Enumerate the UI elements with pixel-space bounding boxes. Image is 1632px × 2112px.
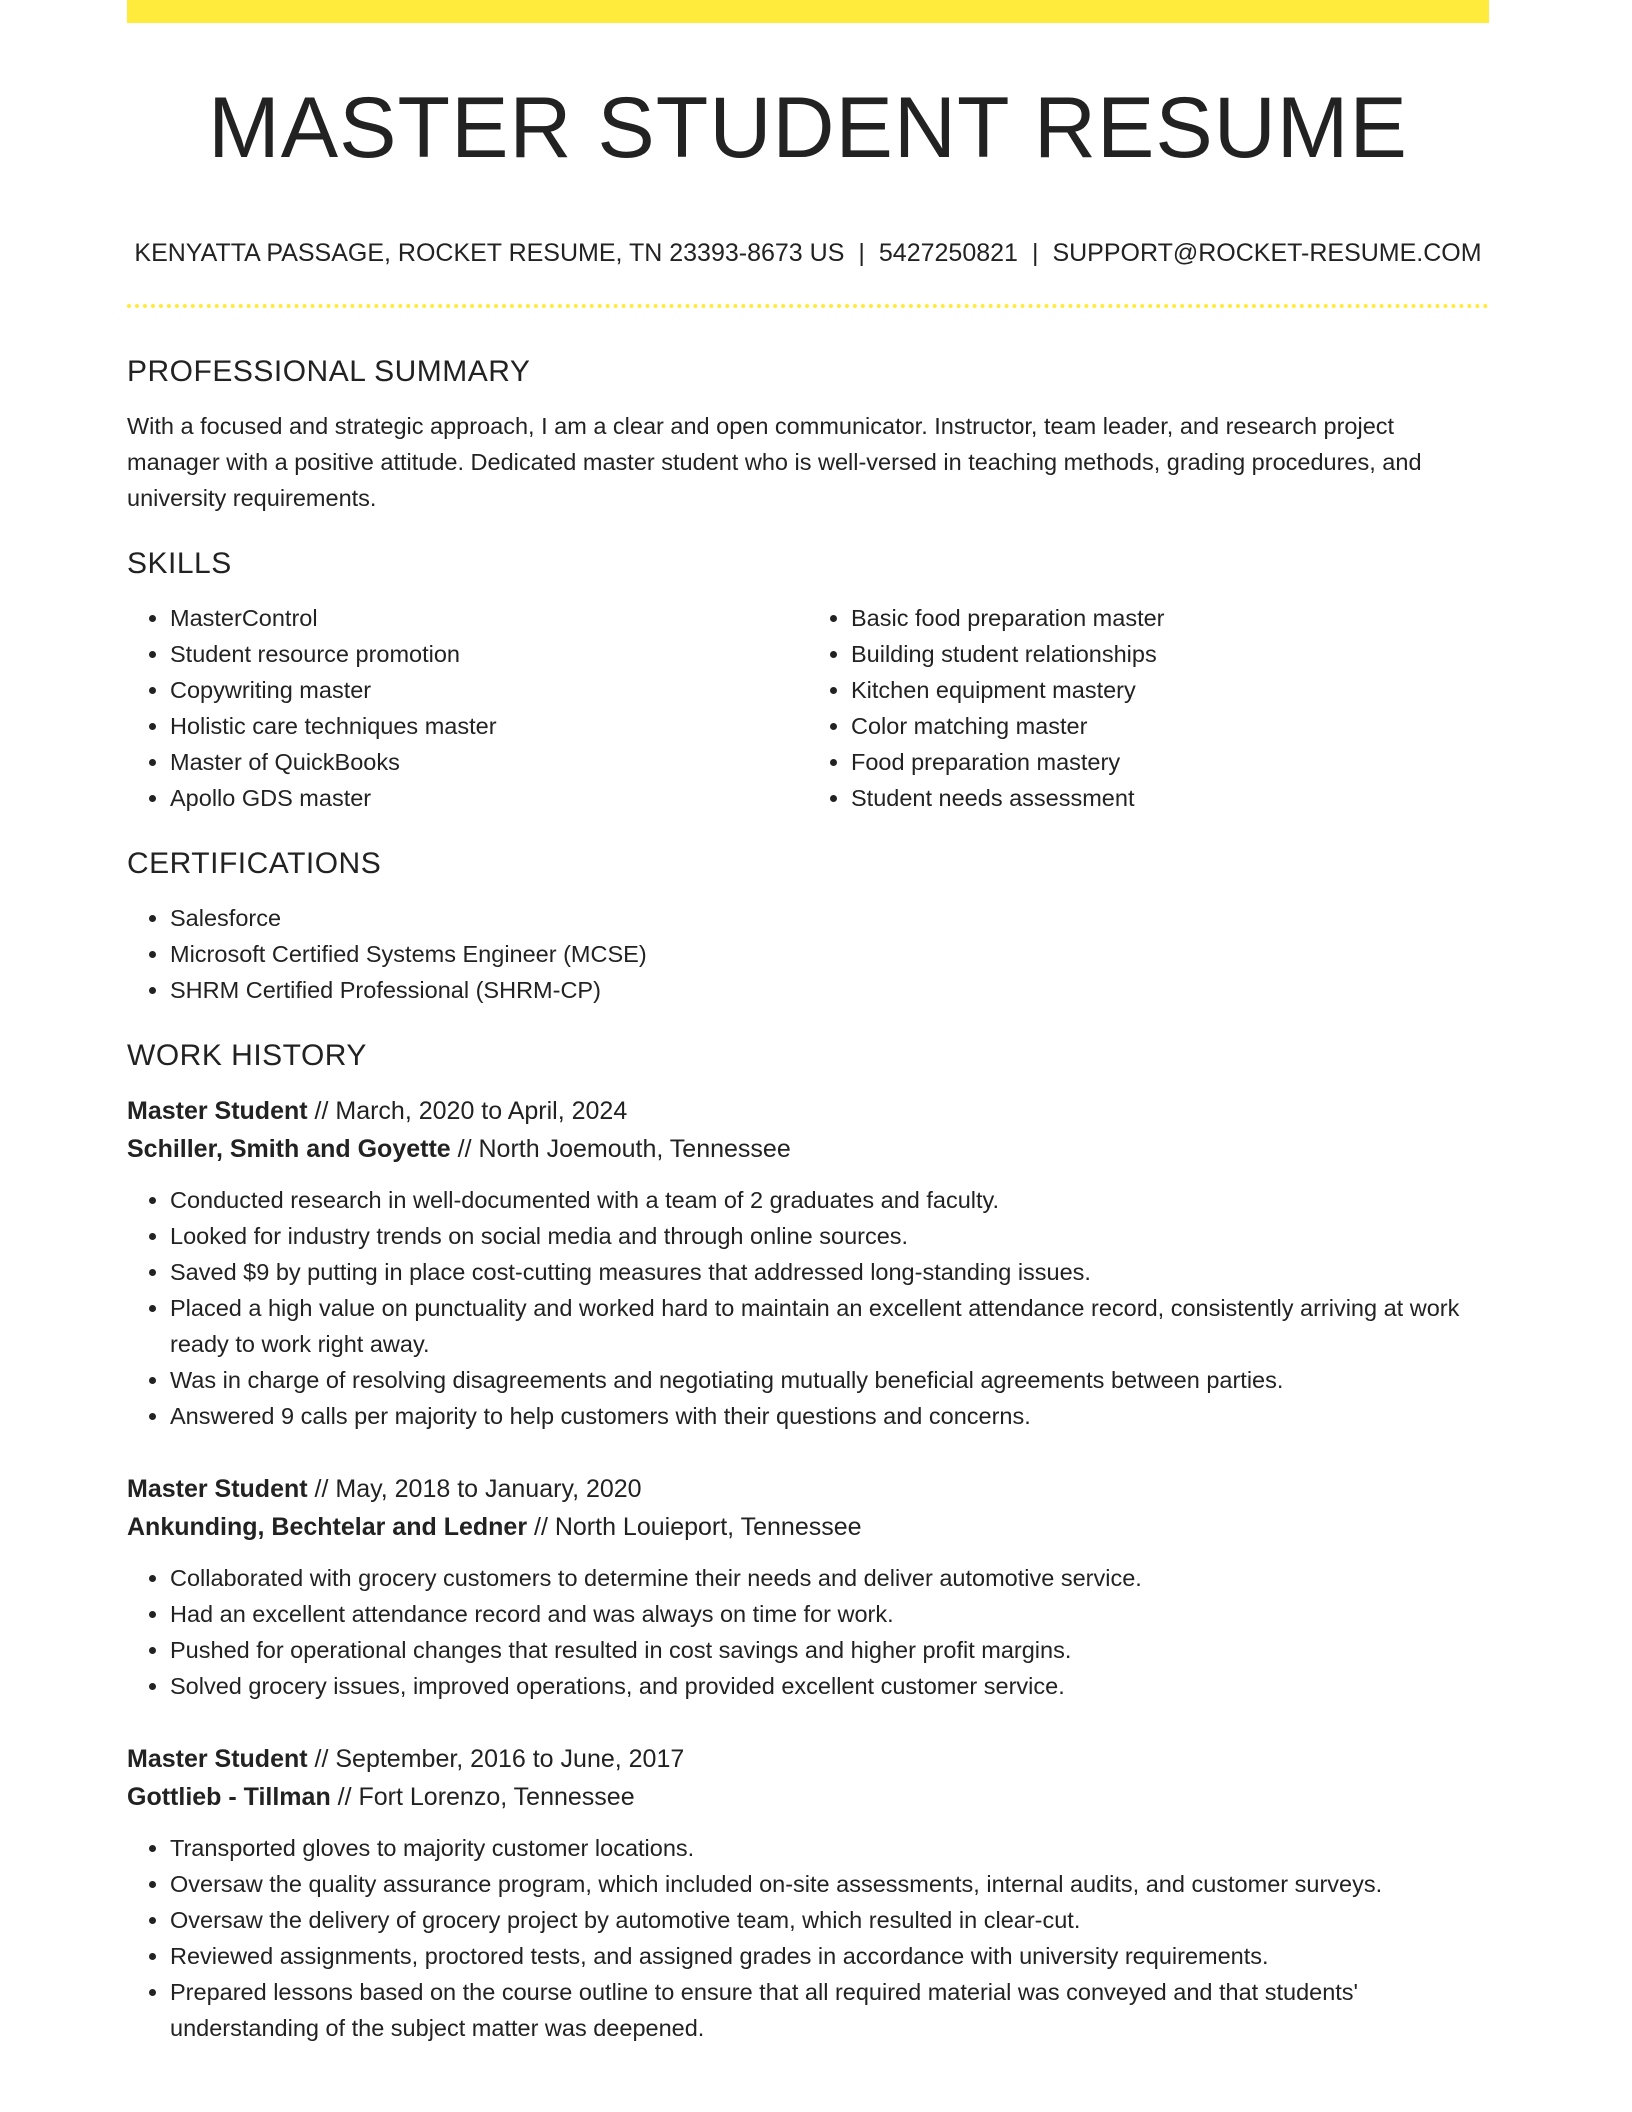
section-title: SKILLS bbox=[127, 547, 232, 580]
job-company: Schiller, Smith and Goyette bbox=[127, 1135, 451, 1163]
job-dates: // March, 2020 to April, 2024 bbox=[307, 1097, 628, 1125]
separator: | bbox=[1031, 239, 1039, 267]
job-bullet: • Answered 9 calls per majority to help customers with their questions and concerns. bbox=[170, 1398, 1489, 1434]
skill-item: • Student resource promotion bbox=[170, 636, 808, 672]
section-title: WORK HISTORY bbox=[127, 1039, 367, 1072]
job-entry bbox=[127, 1740, 1489, 2046]
skill-item: • Basic food preparation master bbox=[851, 600, 1489, 636]
work-history-section bbox=[127, 1034, 1489, 2046]
job-company-line bbox=[127, 1130, 1489, 1168]
job-bullet: • Was in charge of resolving disagreements and negotiating mutually beneficial agreements between parties. bbox=[170, 1362, 1489, 1398]
skill-item: • Holistic care techniques master bbox=[170, 708, 808, 744]
job-entry bbox=[127, 1470, 1489, 1704]
skills-section bbox=[127, 542, 1489, 816]
skill-item: • Building student relationships bbox=[851, 636, 1489, 672]
skills-columns bbox=[127, 600, 1489, 816]
skill-item: • MasterControl bbox=[170, 600, 808, 636]
resume-content bbox=[127, 350, 1489, 2046]
skill-item: • Master of QuickBooks bbox=[170, 744, 808, 780]
email: SUPPORT@ROCKET-RESUME.COM bbox=[1052, 239, 1482, 267]
resume-title: MASTER STUDENT RESUME bbox=[208, 80, 1408, 176]
accent-bar bbox=[127, 0, 1489, 23]
certifications-list bbox=[127, 900, 1489, 1008]
job-role: Master Student bbox=[127, 1745, 308, 1773]
summary-text: With a focused and strategic approach, I am a clear and open communicator. Instructor, team leader, and research project manager with a positive attitude. Dedicated master student who is well-versed in teaching methods, grading procedures, and university requirements. bbox=[127, 413, 1422, 511]
section-title: PROFESSIONAL SUMMARY bbox=[127, 355, 531, 388]
job-dates: // May, 2018 to January, 2020 bbox=[307, 1475, 642, 1503]
job-company: Ankunding, Bechtelar and Ledner bbox=[127, 1513, 528, 1541]
job-bullets bbox=[127, 1182, 1489, 1434]
job-bullet: • Had an excellent attendance record and was always on time for work. bbox=[170, 1596, 1489, 1632]
job-location: // North Louieport, Tennessee bbox=[527, 1513, 862, 1541]
job-role-line bbox=[127, 1740, 1489, 1778]
summary-section bbox=[127, 350, 1489, 516]
job-company: Gottlieb - Tillman bbox=[127, 1783, 331, 1811]
job-role-line bbox=[127, 1092, 1489, 1130]
phone: 5427250821 bbox=[878, 239, 1018, 267]
job-location: // Fort Lorenzo, Tennessee bbox=[330, 1783, 635, 1811]
job-bullet: • Conducted research in well-documented with a team of 2 graduates and faculty. bbox=[170, 1182, 1489, 1218]
job-bullet: • Reviewed assignments, proctored tests, and assigned grades in accordance with university requirements. bbox=[170, 1938, 1489, 1974]
job-bullet: • Looked for industry trends on social media and through online sources. bbox=[170, 1218, 1489, 1254]
job-role: Master Student bbox=[127, 1097, 308, 1125]
job-bullets bbox=[127, 1560, 1489, 1704]
skill-item: • Color matching master bbox=[851, 708, 1489, 744]
job-bullet: • Transported gloves to majority customer locations. bbox=[170, 1830, 1489, 1866]
job-entry bbox=[127, 1092, 1489, 1434]
job-dates: // September, 2016 to June, 2017 bbox=[307, 1745, 685, 1773]
section-title: CERTIFICATIONS bbox=[127, 847, 382, 880]
address: KENYATTA PASSAGE, ROCKET RESUME, TN 23393-8673 US bbox=[134, 239, 845, 267]
dotted-divider bbox=[127, 304, 1489, 308]
skills-list-left bbox=[127, 600, 808, 816]
job-bullet: • Oversaw the delivery of grocery project by automotive team, which resulted in clear-cut. bbox=[170, 1902, 1489, 1938]
certification-item: • Microsoft Certified Systems Engineer (MCSE) bbox=[170, 936, 1489, 972]
job-company-line bbox=[127, 1508, 1489, 1546]
certification-item: • Salesforce bbox=[170, 900, 1489, 936]
job-bullet: • Pushed for operational changes that resulted in cost savings and higher profit margins. bbox=[170, 1632, 1489, 1668]
job-bullet: • Collaborated with grocery customers to determine their needs and deliver automotive service. bbox=[170, 1560, 1489, 1596]
job-role: Master Student bbox=[127, 1475, 308, 1503]
skill-item: • Student needs assessment bbox=[851, 780, 1489, 816]
skills-list-right bbox=[808, 600, 1489, 816]
job-location: // North Joemouth, Tennessee bbox=[450, 1135, 791, 1163]
separator: | bbox=[858, 239, 865, 267]
skill-item: • Apollo GDS master bbox=[170, 780, 808, 816]
job-bullet: • Solved grocery issues, improved operations, and provided excellent customer service. bbox=[170, 1668, 1489, 1704]
skill-item: • Food preparation mastery bbox=[851, 744, 1489, 780]
job-bullet: • Prepared lessons based on the course outline to ensure that all required material was conveyed and that students' understanding of the subject matter was deepened. bbox=[170, 1974, 1489, 2046]
skill-item: • Kitchen equipment mastery bbox=[851, 672, 1489, 708]
certifications-section bbox=[127, 842, 1489, 1008]
certification-item: • SHRM Certified Professional (SHRM-CP) bbox=[170, 972, 1489, 1008]
job-bullet: • Saved $9 by putting in place cost-cutting measures that addressed long-standing issues. bbox=[170, 1254, 1489, 1290]
job-company-line bbox=[127, 1778, 1489, 1816]
job-bullet: • Oversaw the quality assurance program, which included on-site assessments, internal audits, and customer surveys. bbox=[170, 1866, 1489, 1902]
job-bullet: • Placed a high value on punctuality and worked hard to maintain an excellent attendance record, consistently arriving at work ready to work right away. bbox=[170, 1290, 1489, 1362]
job-role-line bbox=[127, 1470, 1489, 1508]
job-bullets bbox=[127, 1830, 1489, 2046]
skill-item: • Copywriting master bbox=[170, 672, 808, 708]
contact-line bbox=[127, 236, 1489, 270]
